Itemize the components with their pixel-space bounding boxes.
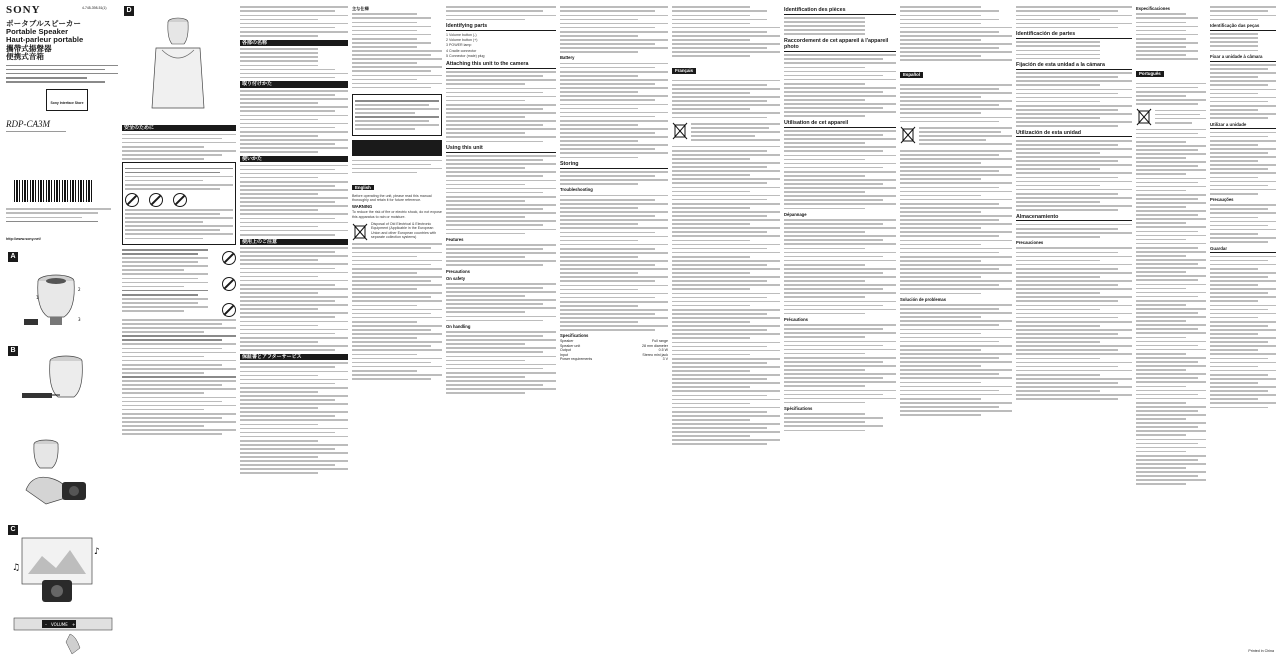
copyright-line — [6, 131, 66, 133]
camera-illustration — [6, 430, 118, 512]
en-specs-heading: Specifications — [560, 333, 589, 339]
panel-c — [6, 524, 118, 658]
prohibited-icon — [222, 277, 236, 291]
ja-spec-column: 主な仕様 English Before operating the unit, please read this manual thoroughly and retain it for future reference. WARNING To reduce the risk of fire or electric shock, do not expose this apparatus to rain or moisture. Disposal of Old Electrical & Electronic Equipment (Applicable in the European Union and other European countries with separate collection systems) — [352, 4, 442, 382]
es-troubleshooting-heading: Solución de problemas — [900, 296, 947, 302]
prohibited-icon — [125, 193, 139, 207]
svg-text:1: 1 — [36, 295, 39, 300]
barcode — [14, 180, 92, 202]
en-identifying-heading: Identifying parts — [446, 23, 556, 31]
en-warning-label: WARNING — [352, 204, 373, 210]
pt-language-tag: Português — [1136, 71, 1164, 77]
part-2-label: Volume button (+) — [449, 38, 478, 43]
prohibited-icon — [149, 193, 163, 207]
title-fr: Haut-parleur portable — [6, 35, 84, 45]
en-attach-heading: Attaching this unit to the camera — [446, 61, 556, 69]
crossed-bin-icon — [1136, 107, 1152, 126]
fr-using-heading: Utilisation de cet appareil — [784, 120, 896, 128]
crossed-bin-icon — [900, 125, 916, 144]
cover-column — [6, 4, 118, 627]
spec-row: Power requirements 3 V — [560, 357, 668, 362]
part-3-label: POWER lamp — [449, 43, 472, 48]
crossed-bin-icon — [672, 121, 688, 140]
part-5-label: Connector (male) plug — [449, 54, 485, 58]
ja-safety-heading: 安全のために — [122, 125, 236, 131]
prohibited-icon — [222, 303, 236, 317]
ja-spec-heading: 主な仕様 — [352, 6, 369, 11]
doc-code: 4-745-398-51(1) — [82, 6, 107, 10]
contact-banner — [352, 140, 442, 156]
panel-b-steps — [6, 430, 118, 512]
store-label: Sony Interface Store — [50, 100, 84, 105]
speaker-attach-illustration — [6, 345, 118, 427]
es-language-tag: Español — [900, 72, 923, 78]
en-language-tag: English — [352, 185, 374, 191]
title-cn2: 便携式音箱 — [6, 52, 44, 62]
es-attach-heading: Fijación de esta unidad a la cámara — [1016, 62, 1132, 70]
spec-row: Input Stereo mini jack — [560, 352, 668, 357]
panel-d-label: D — [124, 6, 134, 16]
en-storing-heading: Storing — [560, 161, 668, 169]
prohibited-icon — [173, 193, 187, 207]
es-column-2 — [1016, 4, 1132, 402]
en-intro: Before operating the unit, please read this manual thoroughly and retain it for future reference. — [352, 193, 432, 203]
ja-warning-box — [122, 162, 236, 244]
fr-identification-heading: Identification des pièces — [784, 7, 896, 15]
spec-row: Speaker Full range — [560, 339, 668, 344]
panel-b-label: B — [8, 346, 18, 356]
fr-column-1 — [672, 4, 780, 448]
spec-row: Speaker unit 28 mm diameter — [560, 343, 668, 348]
fr-specs-heading: Spécifications — [784, 405, 813, 411]
part-4-label: Cradle connector — [449, 48, 477, 53]
pt-precautions-heading: Precauções — [1210, 196, 1234, 202]
en-column-2 — [560, 4, 668, 361]
pouch-illustration — [122, 4, 236, 114]
en-spec-table — [560, 339, 668, 361]
cover-intro-text — [6, 65, 118, 83]
ja-service-heading: 保証書とアフターサービス — [240, 354, 348, 360]
fr-language-tag: Français — [672, 68, 696, 74]
pt-store-heading: Guardar — [1210, 246, 1276, 254]
website-url: http://www.sony.net/ — [6, 237, 41, 241]
model-number: RDP-CA3M — [6, 118, 50, 129]
panel-a — [6, 251, 118, 341]
pt-using-heading: Utilizar a unidade — [1210, 122, 1276, 130]
svg-text:VOLUME: VOLUME — [51, 622, 68, 627]
music-note-icon: ♪ — [94, 547, 100, 557]
title-en: Portable Speaker — [6, 27, 69, 36]
panel-a-label: A — [8, 252, 18, 262]
en-troubleshooting-heading: Troubleshooting — [560, 187, 593, 193]
en-column-1 — [446, 4, 556, 396]
es-identification-heading: Identificación de partes — [1016, 31, 1132, 39]
en-battery-heading: Battery — [560, 55, 575, 61]
prohibited-icon — [222, 251, 236, 265]
ja-safety-text — [122, 134, 236, 160]
es-column-1 — [900, 4, 1012, 418]
en-using-heading: Using this unit — [446, 145, 556, 153]
contact-box — [352, 94, 442, 135]
svg-text:♫: ♫ — [12, 563, 21, 573]
ja-intro-text — [240, 6, 348, 36]
title-ja: ポータブルスピーカー — [6, 19, 81, 28]
es-storage-heading: Almacenamiento — [1016, 214, 1132, 222]
panel-b — [6, 345, 118, 427]
title-cn: 攜帶式揚聲器 — [6, 43, 52, 53]
ja-instructions-column — [240, 4, 348, 477]
fr-troubleshooting-heading: Dépannage — [784, 211, 807, 217]
es-precautions-heading: Precauciones — [1016, 240, 1044, 246]
ja-notes-heading: 使用上のご注意 — [240, 239, 348, 245]
pt-identification-heading: Identificação das peças — [1210, 23, 1276, 31]
pt-column — [1136, 4, 1276, 653]
ja-safety-column — [122, 4, 236, 654]
es-using-heading: Utilización de esta unidad — [1016, 130, 1132, 138]
printed-notes — [6, 206, 111, 225]
fr-attach-heading: Raccordement de cet appareil à l'appareil photo — [784, 38, 896, 52]
ja-name-heading: 各部の名称 — [240, 40, 348, 46]
volume-illustration — [6, 524, 118, 658]
panel-c-label: C — [8, 525, 18, 535]
svg-text:3: 3 — [78, 317, 81, 322]
fr-precautions-heading: Précautions — [784, 316, 808, 322]
spec-row: Output 0.5 W — [560, 348, 668, 353]
part-1-label: Volume button (-) — [449, 32, 477, 37]
svg-text:2: 2 — [78, 287, 81, 292]
interface-store-logo — [46, 89, 88, 111]
en-parts-list: 1 Volume button (-) 2 Volume button (+) 3 POWER lamp 4 Cradle connector 5 Connector (male) plug — [446, 32, 485, 58]
brand-logo: SONY — [6, 4, 41, 16]
pt-attach-heading: Fixar a unidade à câmara — [1210, 54, 1276, 62]
ja-attach-heading: 取り付けかた — [240, 81, 348, 87]
ja-using-heading: 使いかた — [240, 156, 348, 162]
en-precautions-heading: Precautions — [446, 268, 470, 274]
printed-in: Printed in China — [1248, 649, 1274, 653]
svg-text:+: + — [72, 622, 76, 627]
speaker-illustration — [6, 251, 118, 339]
en-features-heading: Features — [446, 236, 464, 242]
en-on-safety: On safety — [446, 275, 466, 281]
fr-column-2 — [784, 4, 896, 434]
svg-text:–: – — [45, 622, 47, 627]
es-specs-heading: Especificaciones — [1136, 6, 1170, 11]
en-on-handling: On handling — [446, 323, 471, 329]
crossed-bin-icon — [352, 222, 368, 241]
